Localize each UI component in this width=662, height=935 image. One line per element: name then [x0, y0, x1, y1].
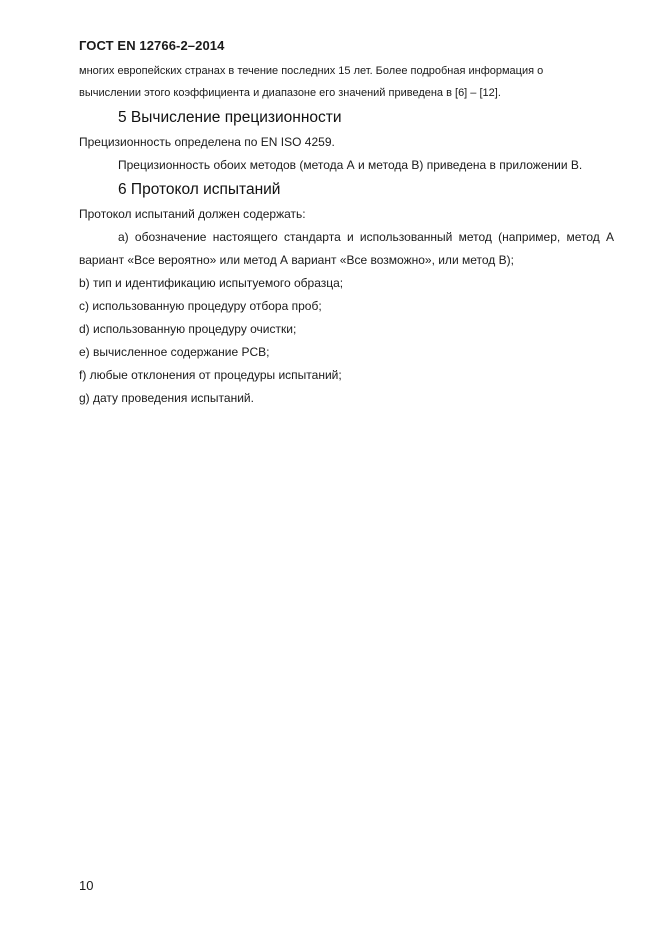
section-5-heading: 5 Вычисление прецизионности [118, 109, 342, 126]
list-item-a: a) обозначение настоящего стандарта и использованный метод (например, метод А вариант «Все вероятно» или метод А вариант «Все возможно», или метод В); [79, 230, 614, 267]
section-5-paragraph-1: Прецизионность определена по EN ISO 4259. [79, 135, 335, 149]
section-5-paragraph-2: Прецизионность обоих методов (метода А и метода В) приведена в приложении В. [118, 158, 583, 172]
list-item-d: d) использованную процедуру очистки; [79, 322, 297, 336]
page-content [79, 60, 614, 410]
document-code-header: ГОСТ EN 12766-2–2014 [79, 38, 225, 53]
section-6-intro: Протокол испытаний должен содержать: [79, 207, 306, 221]
list-item-g: g) дату проведения испытаний. [79, 391, 254, 405]
intro-line-1: многих европейских странах в течение последних 15 лет. Более подробная информация о [79, 65, 544, 77]
list-item-f: f) любые отклонения от процедуры испытаний; [79, 368, 342, 382]
section-6-heading: 6 Протокол испытаний [118, 181, 281, 198]
page-number: 10 [79, 878, 94, 893]
list-item-b: b) тип и идентификацию испытуемого образца; [79, 276, 344, 290]
list-item-c: c) использованную процедуру отбора проб; [79, 299, 322, 313]
list-item-e: e) вычисленное содержание PCB; [79, 345, 270, 359]
intro-line-2: вычислении этого коэффициента и диапазоне его значений приведена в [6] – [12]. [79, 87, 501, 99]
